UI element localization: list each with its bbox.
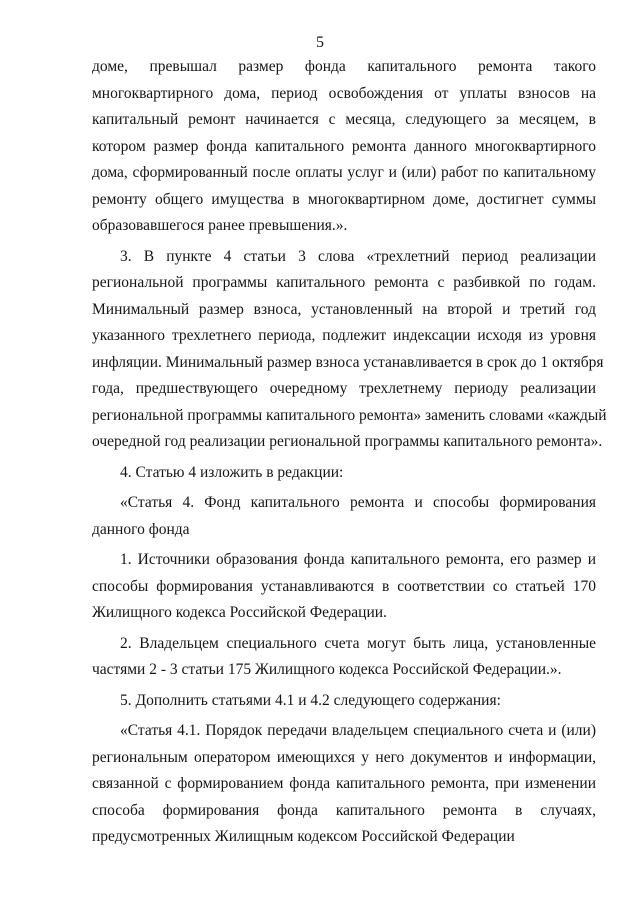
page-number: 5 <box>316 34 324 51</box>
text-line: Жилищного кодекса Российской Федерации. <box>92 604 387 621</box>
text-line: региональной программы капитального ремонта» заменить словами «каждый <box>92 406 607 424</box>
text-line: связанной с формированием фонда капитального ремонта, при изменении <box>92 775 596 792</box>
text-line: многоквартирного дома, период освобождения от уплаты взносов на <box>92 84 596 102</box>
text-line: доме, превышал размер фонда капитального ремонта такого <box>92 58 596 75</box>
paragraph-article-4-heading <box>92 490 596 543</box>
text-line: капитальный ремонт начинается с месяца, следующего за месяцем, в <box>92 111 596 128</box>
paragraph-article-4-1-heading <box>92 718 596 851</box>
paragraph-article-4-part-1 <box>92 547 596 627</box>
text-line: данного фонда <box>92 520 190 538</box>
text-line: образовавшегося ранее превышения.». <box>92 217 348 234</box>
paragraph-item-4 <box>92 460 596 487</box>
paragraph-article-4-part-2 <box>92 631 596 684</box>
paragraph-continuation <box>92 54 596 240</box>
text-line: 3. В пункте 4 статьи 3 слова «трехлетний период реализации <box>120 247 596 265</box>
text-line: 5. Дополнить статьями 4.1 и 4.2 следующего содержания: <box>120 691 501 709</box>
text-line: региональной программы капитального ремонта с разбивкой по годам. <box>92 274 596 291</box>
document-body <box>92 54 607 851</box>
text-line: котором размер фонда капитального ремонта данного многоквартирного <box>92 137 596 155</box>
paragraph-item-5 <box>92 688 596 715</box>
text-line: 2. Владельцем специального счета могут быть лица, установленные <box>120 634 596 652</box>
text-line: 1. Источники образования фонда капитального ремонта, его размер и <box>120 551 596 568</box>
text-line: «Статья 4.1. Порядок передачи владельцем специального счета и (или) <box>120 722 596 739</box>
text-line: региональным оператором имеющихся у него документов и информации, <box>92 748 596 766</box>
text-line: указанного трехлетнего периода, подлежит индексации исходя из уровня <box>92 327 596 344</box>
paragraph-item-3 <box>92 244 607 456</box>
text-line: инфляции. Минимальный размер взноса устанавливается в срок до 1 октября <box>92 353 604 371</box>
text-line: способа формирования фонда капитального ремонта в случаях, <box>92 801 596 819</box>
text-line: очередной год реализации региональной программы капитального ремонта». <box>92 433 603 450</box>
text-line: предусмотренных Жилищным кодексом Российской Федерации <box>92 828 515 845</box>
text-line: 4. Статью 4 изложить в редакции: <box>120 463 344 481</box>
text-line: «Статья 4. Фонд капитального ремонта и способы формирования <box>120 494 596 511</box>
text-line: года, предшествующего очередному трехлетнему периоду реализации <box>92 380 596 397</box>
text-line: дома, сформированный после оплаты услуг и (или) работ по капитальному <box>92 164 596 181</box>
text-line: Минимальный размер взноса, установленный на второй и третий год <box>92 300 596 318</box>
text-line: частями 2 - 3 статьи 175 Жилищного кодекса Российской Федерации.». <box>92 661 562 678</box>
text-line: ремонту общего имущества в многоквартирном доме, достигнет суммы <box>92 190 596 208</box>
text-line: способы формирования устанавливаются в соответствии со статьей 170 <box>92 577 596 595</box>
